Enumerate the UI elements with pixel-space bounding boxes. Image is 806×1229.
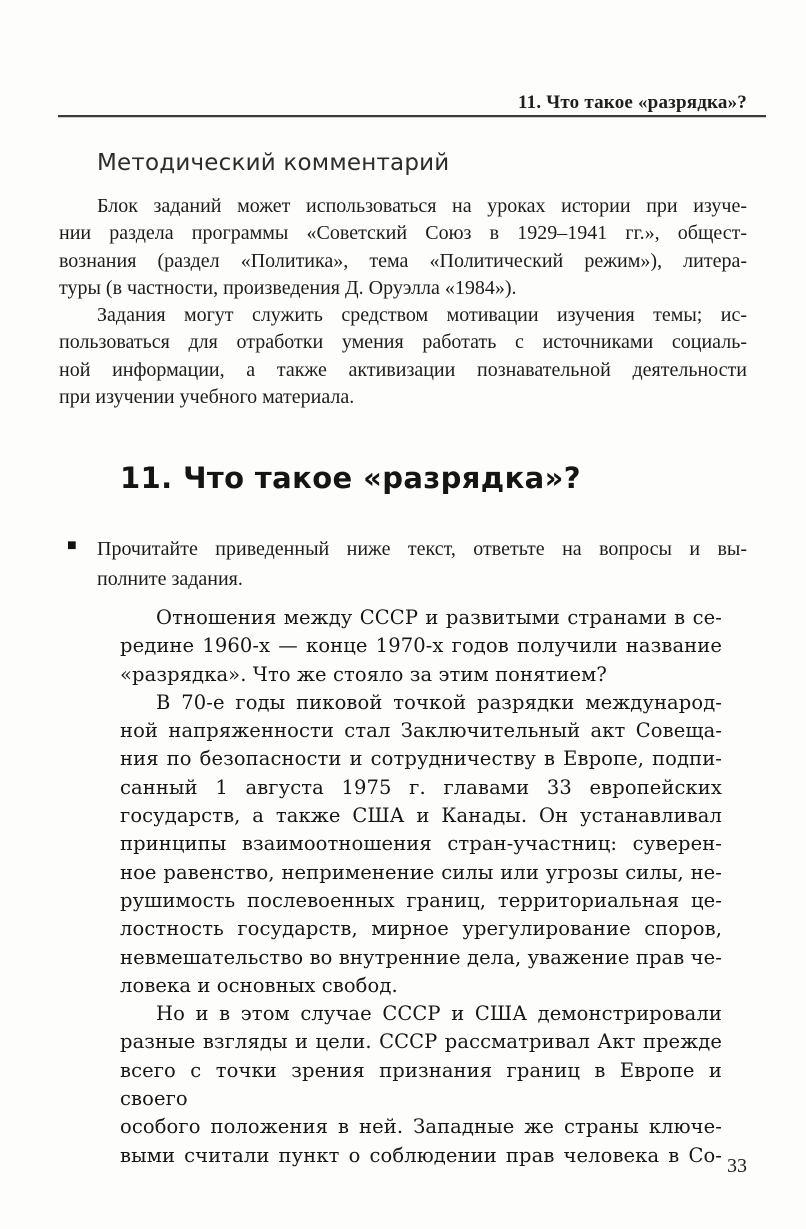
text-line: Прочитайте приведенный ниже текст, ответьте на вопросы и вы-: [97, 538, 747, 560]
text-line: выми считали пункт о соблюдении прав человека в Со-: [120, 1143, 722, 1167]
text-line: «разрядка». Что же стояло за этим понятием?: [120, 662, 607, 686]
reading-paragraph: [120, 1000, 722, 1170]
reading-passage: [120, 604, 722, 1170]
instruction-text: [97, 534, 747, 594]
text-line: невмешательство во внутренние дела, уважение прав че-: [120, 945, 722, 969]
text-line: пользоваться для отработки умения работать с источниками социаль-: [59, 331, 747, 354]
section-heading: Методический комментарий: [97, 150, 450, 176]
text-line: туры (в частности, произведения Д. Оруэлла «1984»).: [59, 276, 517, 299]
intro-paragraph: [59, 193, 747, 302]
text-line: рушимость послевоенных границ, территориальная це-: [120, 888, 722, 912]
text-line: Отношения между СССР и развитыми странами в се-: [156, 606, 722, 629]
text-line: ловека и основных свобод.: [120, 973, 398, 997]
text-line: особого положения в ней. Западные же страны ключе-: [120, 1115, 722, 1139]
text-line: ное равенство, неприменение силы или угрозы силы, не-: [120, 860, 722, 884]
text-line: Но и в этом случае СССР и США демонстрировали: [156, 1002, 722, 1026]
page-number: 33: [727, 1155, 747, 1177]
intro-paragraph: [59, 302, 747, 411]
reading-paragraph: [120, 689, 722, 1000]
text-line: Блок заданий может использоваться на уроках истории при изуче-: [97, 195, 747, 217]
text-line: лостность государств, мирное урегулирование споров,: [120, 917, 722, 941]
text-line: вознания (раздел «Политика», тема «Политический режим»), литера-: [59, 249, 747, 272]
instruction-item: [67, 534, 747, 594]
header-rule: [58, 115, 766, 117]
text-line: ной напряженности стал Заключительный акт Совеща-: [120, 719, 722, 743]
chapter-title: 11. Что такое «разрядка»?: [120, 461, 582, 495]
text-line: нии раздела программы «Советский Союз в 1929–1941 гг.», общест-: [59, 222, 747, 245]
text-line: В 70-е годы пиковой точкой разрядки международ-: [156, 690, 722, 714]
text-line: полните задания.: [97, 568, 243, 590]
text-line: ной информации, а также активизации познавательной деятельности: [59, 358, 747, 381]
text-line: разные взгляды и цели. СССР рассматривал Акт прежде: [120, 1030, 722, 1054]
text-line: санный 1 августа 1975 г. главами 33 европейских: [120, 775, 722, 799]
text-line: при изучении учебного материала.: [59, 386, 355, 409]
text-line: редине 1960-х — конце 1970-х годов получили название: [120, 634, 722, 658]
reading-paragraph: [120, 604, 722, 689]
text-line: ния по безопасности и сотрудничеству в Европе, подпи-: [120, 747, 722, 771]
intro-block: [59, 193, 747, 411]
text-line: Задания могут служить средством мотивации изучения темы; ис-: [97, 304, 747, 327]
running-header: 11. Что такое «разрядка»?: [518, 92, 747, 113]
text-line: всего с точки зрения признания границ в Европе и своего: [120, 1058, 722, 1111]
square-bullet-icon: ■: [67, 537, 77, 554]
text-line: государств, а также США и Канады. Он устанавливал: [120, 804, 722, 828]
text-line: принципы взаимоотношения стран-участниц: суверен-: [120, 832, 722, 856]
